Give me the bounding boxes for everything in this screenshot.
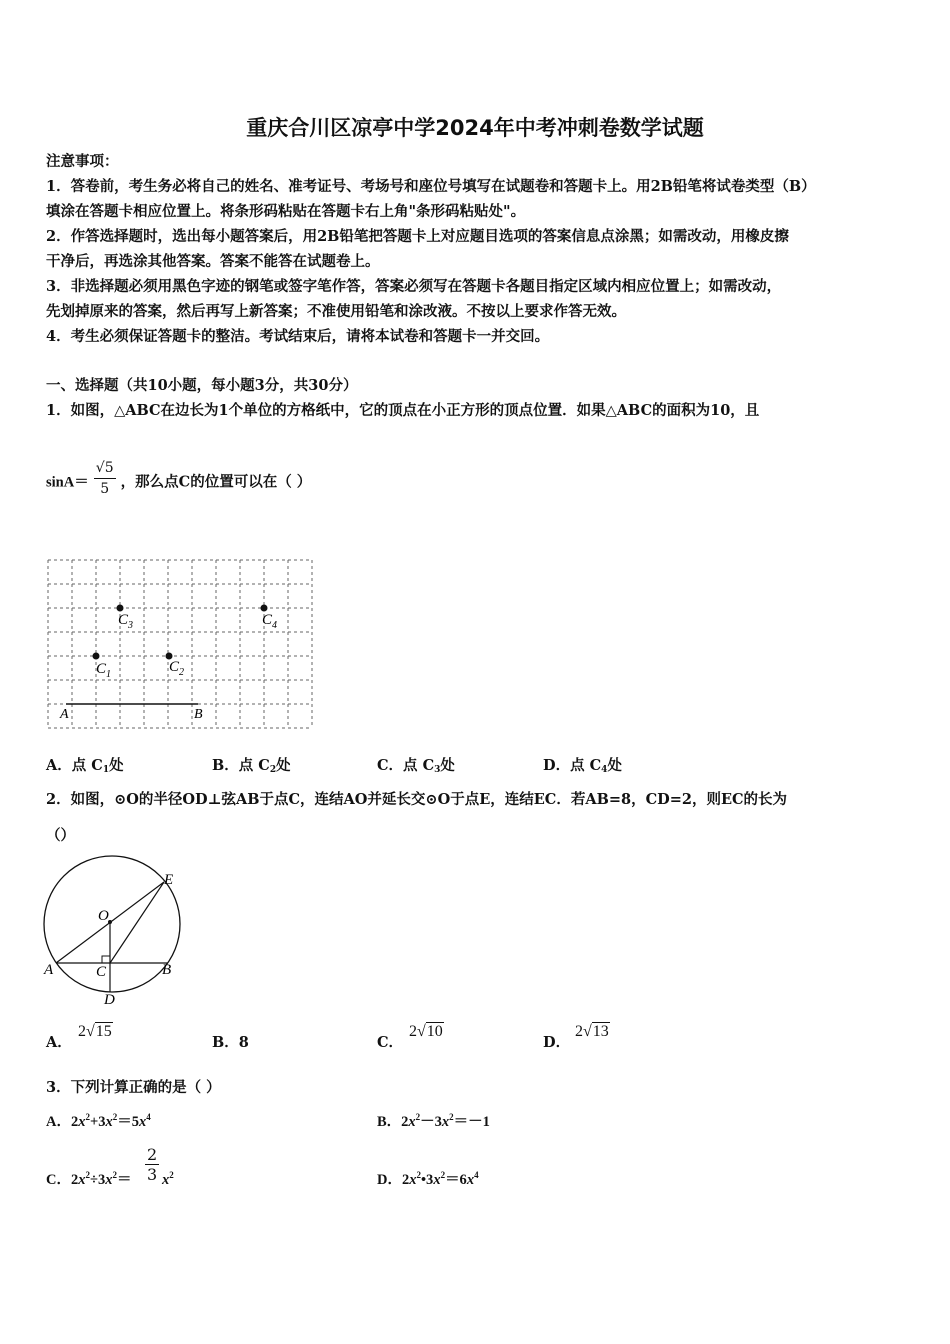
- q1-grid-figure: [46, 556, 318, 732]
- notice-item-1-line-2: 填涂在答题卡相应位置上。将条形码粘贴在答题卡右上角"条形码粘贴处"。: [46, 203, 526, 220]
- notice-item-3-line-2: 先划掉原来的答案，然后再写上新答案；不准使用铅笔和涂改液。不按以上要求作答无效。: [46, 303, 626, 320]
- q3-stem: 3．下列计算正确的是（ ）: [46, 1079, 221, 1096]
- q2-option-c-value: 2√10: [409, 1023, 443, 1040]
- notice-item-4: 4．考生必须保证答题卡的整洁。考试结束后，请将本试卷和答题卡一并交回。: [46, 328, 550, 345]
- q1-option-a: A．点 $C_1$处: [46, 757, 124, 775]
- q3-option-b: B．$2x^2-3x^2=-1$: [377, 1112, 490, 1130]
- q3-option-a: A．$2x^2+3x^2=5x^4$: [46, 1112, 151, 1130]
- q1-stem-line-1: 1．如图，△ABC在边长为1个单位的方格纸中，它的顶点在小正方形的顶点位置．如果△ABC的面积为10，且: [46, 402, 760, 419]
- q3-option-c: C．$2x^2\div 3x^2=$: [46, 1170, 132, 1188]
- q1-stem-tail: ，那么点C的位置可以在（ ）: [120, 473, 312, 491]
- section-heading: 一、选择题（共10小题，每小题3分，共30分）: [46, 377, 358, 394]
- q1-option-d: D．点 $C_4$处: [543, 757, 622, 775]
- q1-option-b: B．点 $C_2$处: [212, 757, 291, 775]
- label-c2-sub: 2: [179, 667, 184, 678]
- q3-option-c-tail: $x^2$: [162, 1170, 174, 1188]
- label-a: A: [60, 707, 69, 722]
- point-c3: [117, 605, 124, 612]
- label-o: O: [98, 908, 109, 924]
- notice-item-2-line-2: 干净后，再选涂其他答案。答案不能答在试题卷上。: [46, 253, 380, 270]
- q1-frac-num: √5: [94, 458, 116, 479]
- label-c1-sub: 1: [106, 669, 111, 680]
- label-c3: C: [118, 612, 129, 628]
- notice-heading: 注意事项：: [46, 153, 119, 170]
- q2-stem-line-2: （）: [46, 827, 75, 844]
- label-b: B: [194, 707, 203, 722]
- label-c4-sub: 4: [272, 620, 277, 631]
- q3-option-c-fraction: $\frac{2}{3}$: [147, 1145, 158, 1184]
- q2-stem-line-1: 2．如图，⊙O的半径OD⊥弦AB于点C，连结AO并延长交⊙O于点E，连结EC．若AB=8，CD=2，则EC的长为: [46, 791, 788, 808]
- q2-option-b: B．8: [212, 1034, 249, 1051]
- page-title: 重庆合川区凉亭中学2024年中考冲刺卷数学试题: [246, 116, 704, 140]
- q1-option-c: C．点 $C_3$处: [377, 757, 455, 775]
- q2-option-a: A．: [46, 1034, 72, 1051]
- q2-option-c: C．: [377, 1034, 404, 1051]
- q2-option-d: D．: [543, 1034, 571, 1051]
- q2-option-a-value: 2√15: [78, 1023, 112, 1040]
- circle-o: [44, 856, 180, 992]
- q3-option-d: D．$2x^2•3x^2=6x^4$: [377, 1170, 479, 1188]
- label-c: C: [96, 964, 107, 980]
- q2-option-d-value: 2√13: [575, 1023, 609, 1040]
- notice-item-3-line-1: 3．非选择题必须用黑色字迹的钢笔或签字笔作答，答案必须写在答题卡各题目指定区域内相应位置上；如需改动，: [46, 278, 782, 295]
- right-angle-mark: [102, 956, 110, 963]
- notice-item-2-line-1: 2．作答选择题时，选出每小题答案后，用2B铅笔把答题卡上对应题目选项的答案信息点涂黑；如需改动，用橡皮擦: [46, 228, 789, 245]
- point-c1: [93, 653, 100, 660]
- notice-item-1-line-1: 1．答卷前，考生务必将自己的姓名、准考证号、考场号和座位号填写在试题卷和答题卡上。用2B铅笔将试卷类型（B）: [46, 178, 816, 195]
- label-c2: C: [169, 659, 180, 675]
- point-c4: [261, 605, 268, 612]
- label-b: B: [162, 962, 172, 978]
- q1-stem-line-2: [46, 462, 311, 503]
- label-e: E: [164, 872, 174, 888]
- label-c4: C: [262, 612, 273, 628]
- label-a: A: [44, 962, 54, 978]
- label-c3-sub: 3: [128, 620, 133, 631]
- label-d: D: [104, 992, 115, 1008]
- q1-frac-den: 5: [100, 481, 110, 497]
- q1-fraction: [94, 458, 116, 499]
- q1-sin-prefix: sinA＝: [46, 474, 89, 491]
- line-ec: [110, 882, 164, 963]
- label-c1: C: [96, 661, 107, 677]
- q2-circle-figure: [36, 852, 196, 1012]
